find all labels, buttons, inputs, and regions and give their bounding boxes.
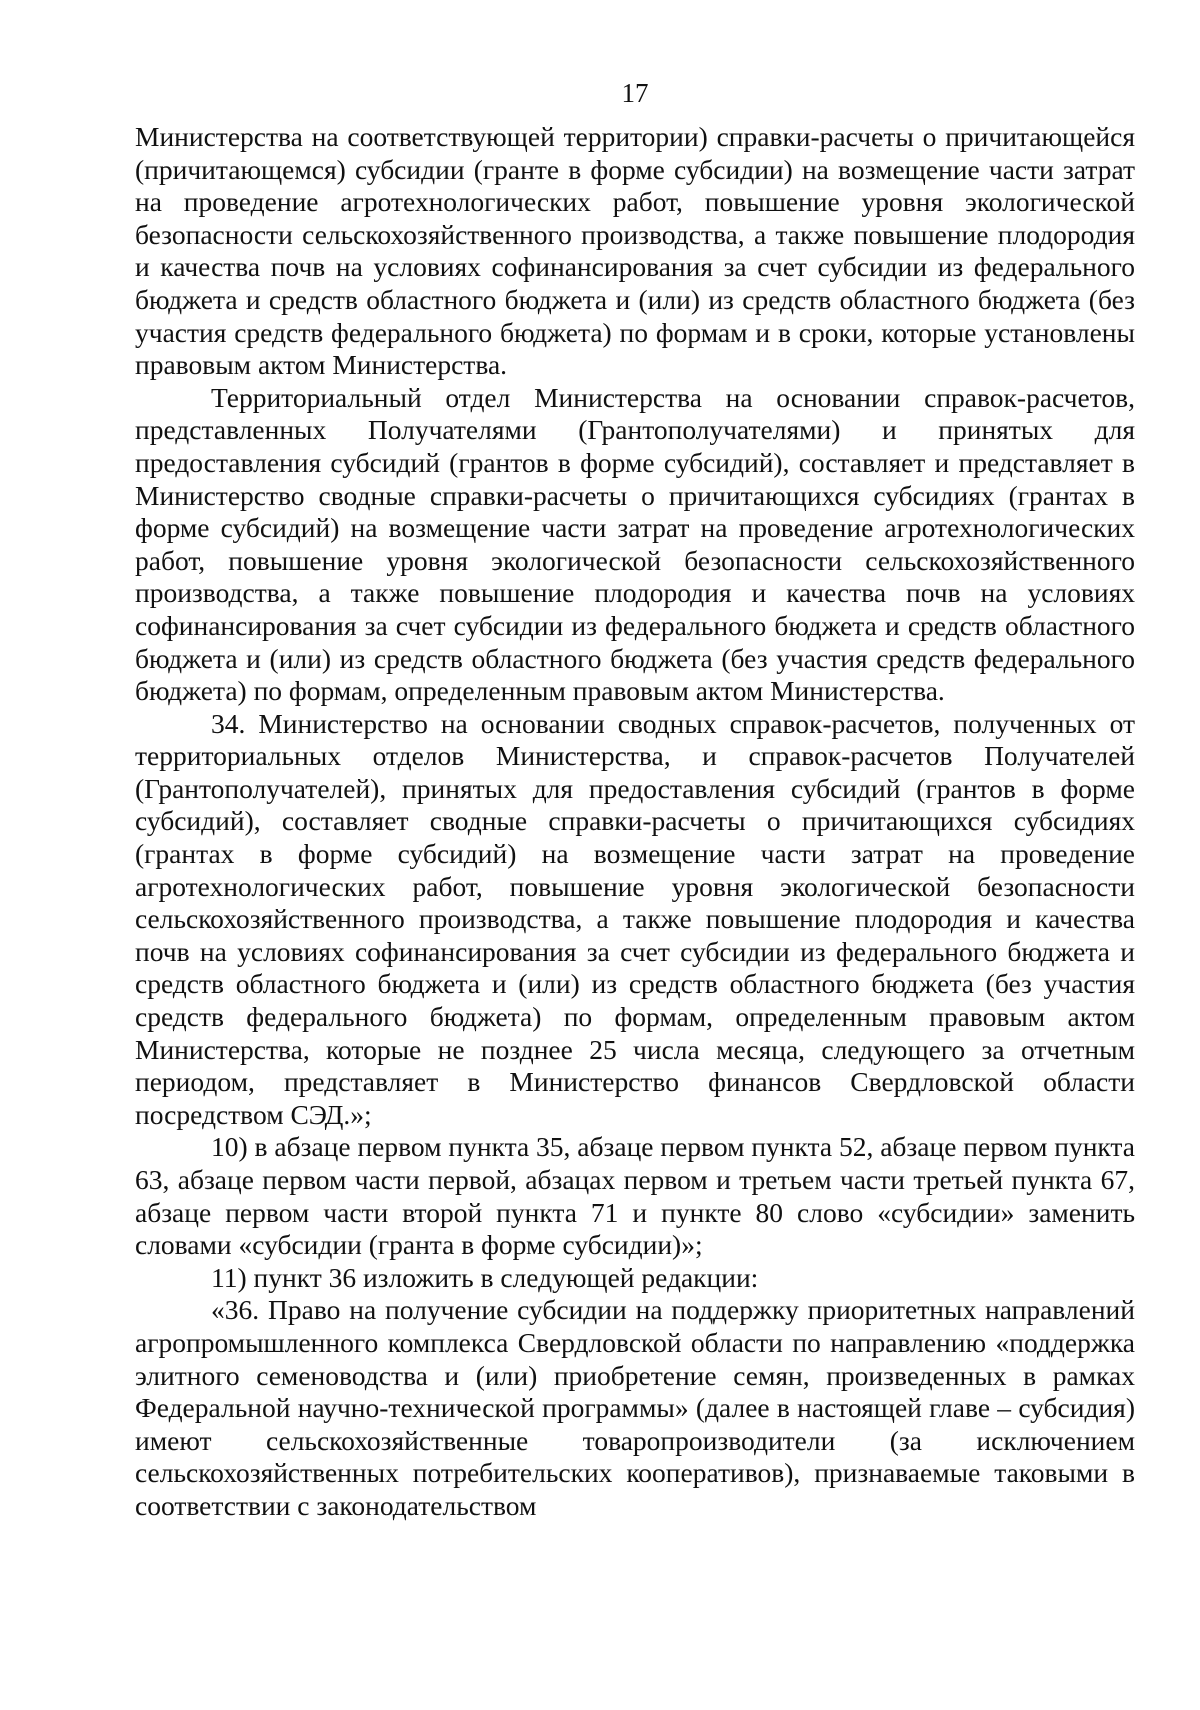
paragraph-item-36: «36. Право на получение субсидии на поддержку приоритетных направлений агропромышленного комплекса Свердловской области по направлению «поддержка элитного семеноводства и (или) приобретение семян, произведенных в рамках Федеральной научно-технической программы» (далее в настоящей главе – субсидия) имеют сельскохозяйственные товаропроизводители (за исключением сельскохозяйственных потребительских кооперативов), признаваемые таковыми в соответствии с законодательством bbox=[135, 1294, 1135, 1521]
paragraph-territorial-department: Территориальный отдел Министерства на основании справок-расчетов, представленных Получателями (Грантополучателями) и принятых для предоставления субсидий (грантов в форме субсидий), составляет и представляет в Министерство сводные справки-расчеты о причитающихся субсидиях (грантах в форме субсидий) на возмещение части затрат на проведение агротехнологических работ, повышение уровня экологической безопасности сельскохозяйственного производства, а также повышение плодородия и качества почв на условиях софинансирования за счет субсидии из федерального бюджета и средств областного бюджета и (или) из средств областного бюджета (без участия средств федерального бюджета) по формам, определенным правовым актом Министерства. bbox=[135, 381, 1135, 707]
page-number: 17 bbox=[621, 78, 649, 108]
paragraph-subitem-11: 11) пункт 36 изложить в следующей редакции: bbox=[211, 1261, 759, 1293]
paragraph-subitem-10: 10) в абзаце первом пункта 35, абзаце первом пункта 52, абзаце первом пункта 63, абзаце первом части первой, абзацах первом и третьем части третьей пункта 67, абзаце первом части второй пункта 71 и пункте 80 слово «субсидии» заменить словами «субсидии (гранта в форме субсидии)»; bbox=[135, 1131, 1135, 1261]
paragraph-continuation: Министерства на соответствующей территории) справки-расчеты о причитающейся (причитающемся) субсидии (гранте в форме субсидии) на возмещение части затрат на проведение агротехнологических работ, повышение уровня экологической безопасности сельскохозяйственного производства, а также повышение плодородия и качества почв на условиях софинансирования за счет субсидии из федерального бюджета и средств областного бюджета и (или) из средств областного бюджета (без участия средств федерального бюджета) по формам и в сроки, которые установлены правовым актом Министерства. bbox=[135, 121, 1135, 381]
paragraph-item-34: 34. Министерство на основании сводных справок-расчетов, полученных от территориальных отделов Министерства, и справок-расчетов Получателей (Грантополучателей), принятых для предоставления субсидий (грантов в форме субсидий), составляет сводные справки-расчеты о причитающихся субсидиях (грантах в форме субсидий) на возмещение части затрат на проведение агротехнологических работ, повышение уровня экологической безопасности сельскохозяйственного производства, а также повышение плодородия и качества почв на условиях софинансирования за счет субсидии из федерального бюджета и средств областного бюджета и (или) из средств областного бюджета (без участия средств федерального бюджета) по формам, определенным правовым актом Министерства, которые не позднее 25 числа месяца, следующего за отчетным периодом, представляет в Министерство финансов Свердловской области посредством СЭД.»; bbox=[135, 707, 1135, 1130]
document-body bbox=[135, 121, 1135, 1523]
